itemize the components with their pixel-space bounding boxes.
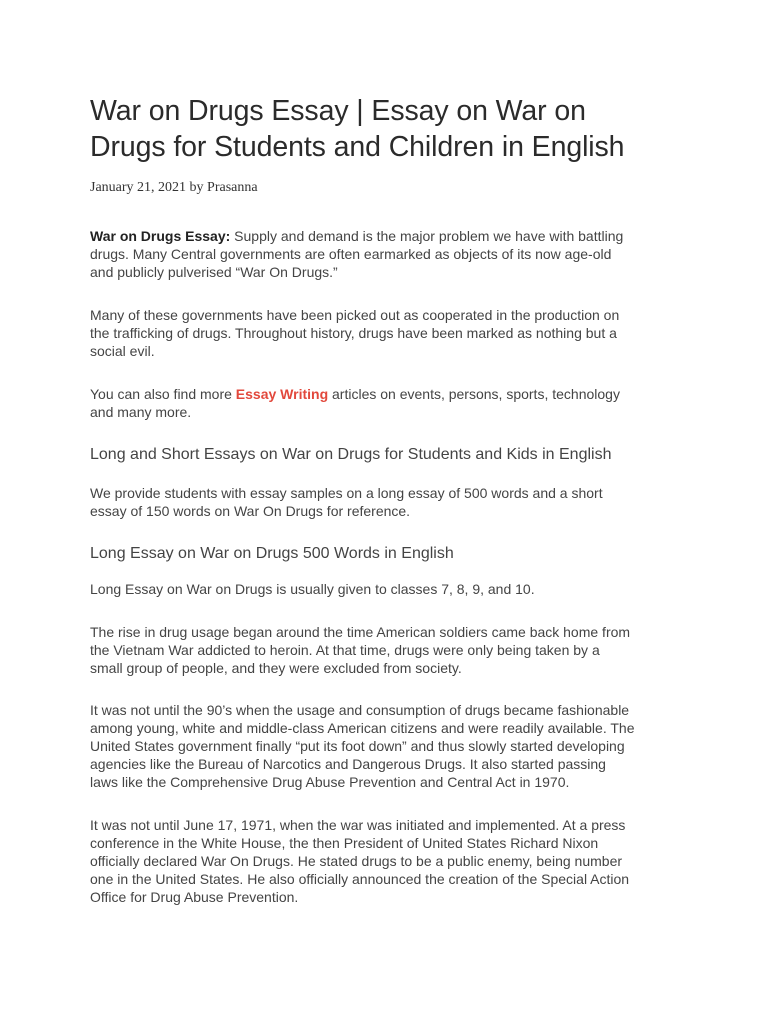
title-line-1: War on Drugs Essay | Essay on War on xyxy=(90,95,586,127)
paragraph-2 xyxy=(90,306,680,360)
p3-before: You can also find more xyxy=(90,386,236,402)
intro-paragraph xyxy=(90,227,680,281)
p2-line-2: the trafficking of drugs. Throughout history, drugs have been marked as nothing but a xyxy=(90,325,617,341)
post-date: January 21, 2021 xyxy=(90,180,187,195)
section-heading-2: Long Essay on War on Drugs 500 Words in English xyxy=(90,545,454,562)
p7-line-4: agencies like the Bureau of Narcotics and Dangerous Drugs. It also started passing xyxy=(90,756,606,772)
p8-line-4: one in the United States. He also officially announced the creation of the Special Action xyxy=(90,871,630,887)
p8-line-5: Office for Drug Abuse Prevention. xyxy=(90,889,299,905)
intro-line-1: Supply and demand is the major problem we have with battling xyxy=(230,228,624,244)
paragraph-4 xyxy=(90,484,680,520)
p4-line-2: essay of 150 words on War On Drugs for reference. xyxy=(90,503,411,519)
paragraph-5: Long Essay on War on Drugs is usually given to classes 7, 8, 9, and 10. xyxy=(90,581,535,597)
intro-line-3: and publicly pulverised “War On Drugs.” xyxy=(90,264,338,280)
p4-line-1: We provide students with essay samples on a long essay of 500 words and a short xyxy=(90,485,603,501)
p3-after: articles on events, persons, sports, technology xyxy=(328,386,620,402)
title-line-2: Drugs for Students and Children in English xyxy=(90,131,625,163)
post-by: by xyxy=(189,180,204,195)
paragraph-7 xyxy=(90,701,680,791)
p3-line-2: and many more. xyxy=(90,404,192,420)
paragraph-6 xyxy=(90,623,680,677)
p7-line-5: laws like the Comprehensive Drug Abuse Prevention and Central Act in 1970. xyxy=(90,774,570,790)
p7-line-2: among young, white and middle-class American citizens and were readily available. The xyxy=(90,720,635,736)
intro-line-2: drugs. Many Central governments are often earmarked as objects of its now age-old xyxy=(90,246,612,262)
post-author: Prasanna xyxy=(207,180,258,195)
p6-line-2: the Vietnam War addicted to heroin. At that time, drugs were only being taken by a xyxy=(90,642,600,658)
section-heading-1: Long and Short Essays on War on Drugs for Students and Kids in English xyxy=(90,446,612,463)
p2-line-3: social evil. xyxy=(90,343,155,359)
article-title xyxy=(90,93,690,165)
post-meta xyxy=(90,179,258,197)
p7-line-1: It was not until the 90’s when the usage and consumption of drugs became fashionable xyxy=(90,702,630,718)
p8-line-1: It was not until June 17, 1971, when the war was initiated and implemented. At a press xyxy=(90,817,626,833)
paragraph-3 xyxy=(90,385,680,421)
p8-line-2: conference in the White House, the then President of United States Richard Nixon xyxy=(90,835,599,851)
intro-label: War on Drugs Essay: xyxy=(90,228,231,244)
p2-line-1: Many of these governments have been picked out as cooperated in the production on xyxy=(90,307,620,323)
essay-writing-link[interactable]: Essay Writing xyxy=(235,386,329,402)
p8-line-3: officially declared War On Drugs. He stated drugs to be a public enemy, being number xyxy=(90,853,623,869)
p7-line-3: United States government finally “put its foot down” and thus slowly started developing xyxy=(90,738,625,754)
paragraph-8 xyxy=(90,816,680,906)
p6-line-1: The rise in drug usage began around the time American soldiers came back home from xyxy=(90,624,631,640)
p6-line-3: small group of people, and they were excluded from society. xyxy=(90,660,462,676)
